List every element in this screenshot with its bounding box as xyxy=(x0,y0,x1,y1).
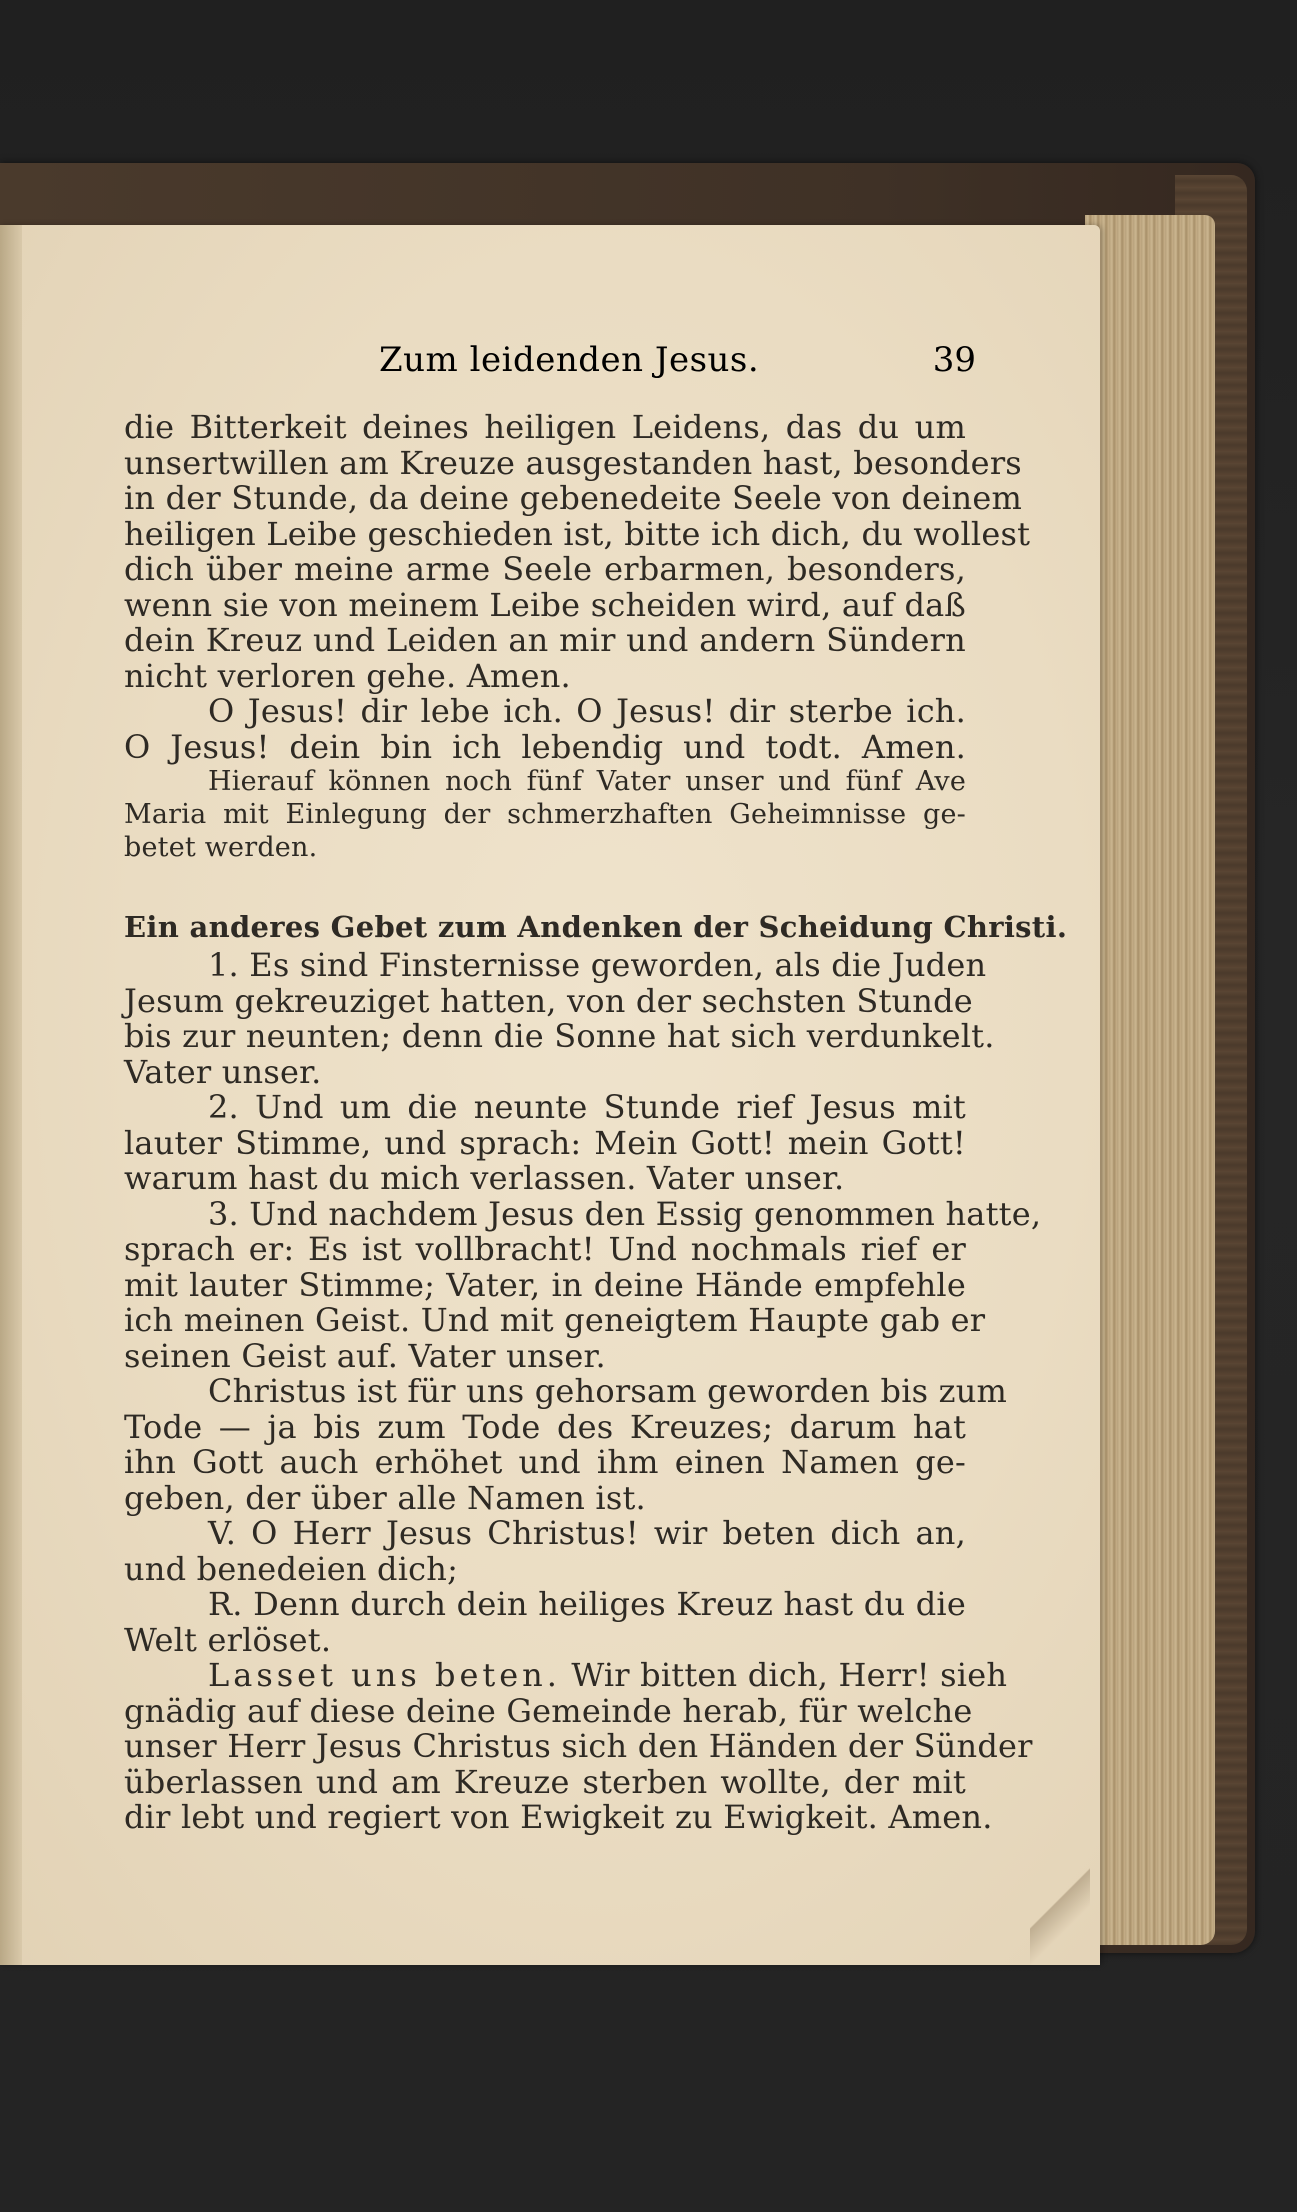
text-line: O Jesus! dein bin ich lebendig und todt. Amen. xyxy=(124,727,966,766)
prayer-first-line xyxy=(124,1656,1008,1694)
page-gutter xyxy=(0,225,22,1965)
text-line: wenn sie von meinem Leibe scheiden wird, auf daß xyxy=(124,585,966,624)
note-line: Maria mit Einlegung der schmerzhaften Geheimnisse ge- xyxy=(124,799,966,830)
page-text xyxy=(124,408,1068,1836)
text-line: in der Stunde, da deine gebenedeite Seele von deinem xyxy=(124,479,1023,517)
section-line: Jesum gekreuziget hatten, von der sechsten Stunde xyxy=(124,981,973,1020)
section-line: geben, der über alle Namen ist. xyxy=(124,1478,646,1517)
running-head xyxy=(124,340,976,384)
note-line: Hierauf können noch fünf Vater unser und fünf Ave xyxy=(208,766,966,797)
text-line: O Jesus! dir lebe ich. O Jesus! dir sterbe ich. xyxy=(208,692,966,730)
text-line: heiligen Leibe geschieden ist, bitte ich dich, du wollest xyxy=(124,514,1031,553)
section-line: 2. Und um die neunte Stunde rief Jesus mit xyxy=(208,1088,966,1126)
section-line: 1. Es sind Finsternisse geworden, als die Juden xyxy=(208,946,987,984)
prayer-line: gnädig auf diese deine Gemeinde herab, für welche xyxy=(124,1691,973,1730)
section-line: Tode — ja bis zum Tode des Kreuzes; darum hat xyxy=(124,1407,966,1446)
section-line: ihn Gott auch erhöhet und ihm einen Namen ge- xyxy=(124,1443,966,1481)
text-line: die Bitterkeit deines heiligen Leidens, das du um xyxy=(124,408,966,446)
section-line: 3. Und nachdem Jesus den Essig genommen hatte, xyxy=(208,1194,1042,1233)
text-line: unsertwillen am Kreuze ausgestanden hast, besonders xyxy=(124,443,1022,482)
text-line: nicht verloren gehe. Amen. xyxy=(124,656,571,695)
section-line: und benedeien dich; xyxy=(124,1549,459,1588)
running-title: Zum leidenden Jesus. xyxy=(379,340,760,380)
page-curl xyxy=(1030,1830,1090,1965)
prayer-line: unser Herr Jesus Christus sich den Händen der Sünder xyxy=(124,1727,1033,1765)
prayer-line: Wir bitten dich, Herr! sieh xyxy=(571,1656,1008,1694)
text-line: dein Kreuz und Leiden an mir und andern Sündern xyxy=(124,621,966,659)
section-line: Welt erlöset. xyxy=(124,1620,332,1659)
prayer-line: überlassen und am Kreuze sterben wollte, der mit xyxy=(124,1762,966,1801)
section-line: Christus ist für uns gehorsam geworden bis zum xyxy=(208,1372,1008,1410)
section-line: warum hast du mich verlassen. Vater unser. xyxy=(124,1159,845,1197)
section-line: seinen Geist auf. Vater unser. xyxy=(124,1336,606,1375)
section-line: mit lauter Stimme; Vater, in deine Hände empfehle xyxy=(124,1265,966,1304)
prayer-lead: Lasset uns beten. xyxy=(208,1656,561,1694)
page-number: 39 xyxy=(932,340,976,380)
section-heading: Ein anderes Gebet zum Andenken der Scheidung Christi. xyxy=(124,910,1068,944)
section-line: Vater unser. xyxy=(124,1052,322,1091)
section-line: ich meinen Geist. Und mit geneigtem Haupte gab er xyxy=(124,1301,986,1339)
section-line: lauter Stimme, und sprach: Mein Gott! mein Gott! xyxy=(124,1123,966,1162)
section-line: bis zur neunten; denn die Sonne hat sich verdunkelt. xyxy=(124,1017,995,1055)
page-edges xyxy=(1085,215,1215,1945)
prayer-line: dir lebt und regiert von Ewigkeit zu Ewigkeit. Amen. xyxy=(124,1798,993,1836)
section-line: sprach er: Es ist vollbracht! Und nochmals rief er xyxy=(124,1230,966,1268)
text-line: dich über meine arme Seele erbarmen, besonders, xyxy=(124,550,966,588)
note-line: betet werden. xyxy=(124,832,318,863)
section-line: V. O Herr Jesus Christus! wir beten dich an, xyxy=(208,1514,966,1552)
section-line: R. Denn durch dein heiliges Kreuz hast du die xyxy=(208,1585,966,1623)
